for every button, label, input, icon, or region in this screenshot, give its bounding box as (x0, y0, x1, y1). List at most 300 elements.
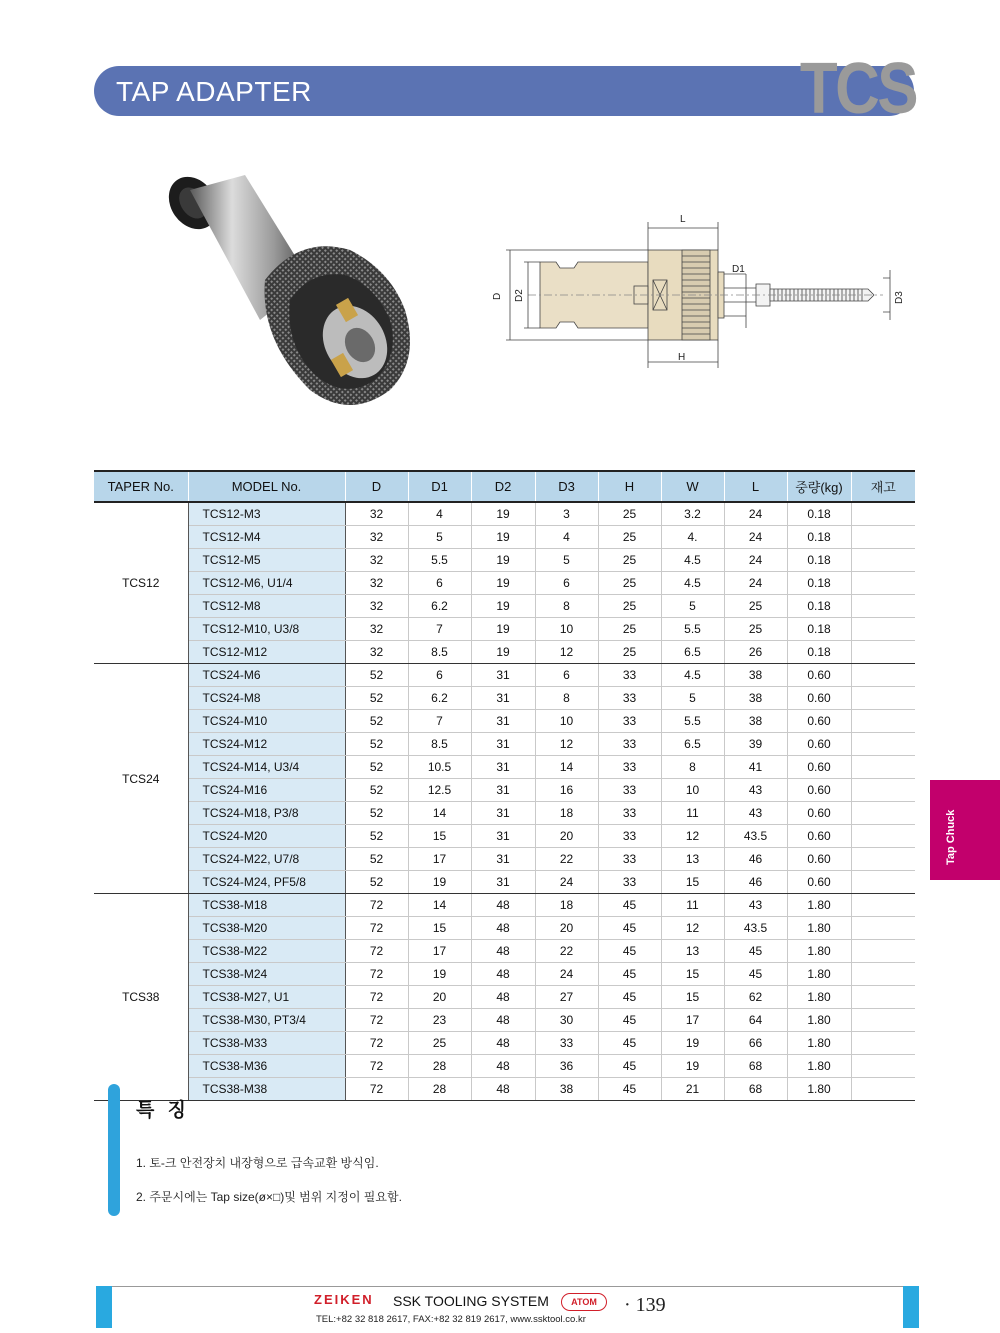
w-cell: 11 (661, 802, 724, 825)
d3-cell: 6 (535, 664, 598, 687)
stock-cell (851, 1009, 915, 1032)
d1-cell: 17 (408, 940, 471, 963)
d2-cell: 48 (471, 963, 535, 986)
d1-cell: 23 (408, 1009, 471, 1032)
d-cell: 52 (345, 825, 408, 848)
model-cell: TCS24-M24, PF5/8 (188, 871, 345, 894)
d2-cell: 19 (471, 502, 535, 526)
footer-contact: TEL:+82 32 818 2617, FAX:+82 32 819 2617, www.ssktool.co.kr (316, 1314, 586, 1325)
model-cell: TCS12-M8 (188, 595, 345, 618)
l-cell: 43 (724, 779, 787, 802)
l-cell: 38 (724, 710, 787, 733)
d1-cell: 8.5 (408, 641, 471, 664)
d-cell: 52 (345, 848, 408, 871)
d-cell: 72 (345, 894, 408, 917)
table-header-row (94, 471, 915, 502)
table-row (94, 526, 915, 549)
table-row (94, 779, 915, 802)
w-cell: 19 (661, 1055, 724, 1078)
table-row (94, 756, 915, 779)
stock-cell (851, 641, 915, 664)
l-cell: 68 (724, 1055, 787, 1078)
h-cell: 33 (598, 687, 661, 710)
d-cell: 32 (345, 595, 408, 618)
table-row (94, 664, 915, 687)
dim-label-d2: D2 (514, 289, 525, 302)
footer-system-name: SSK TOOLING SYSTEM (393, 1293, 549, 1309)
d-cell: 72 (345, 1009, 408, 1032)
table-row (94, 502, 915, 526)
h-cell: 25 (598, 502, 661, 526)
h-cell: 25 (598, 572, 661, 595)
table-row (94, 825, 915, 848)
h-cell: 25 (598, 595, 661, 618)
feature-item: 2. 주문시에는 Tap size(ø×□)및 범위 지정이 필요함. (136, 1190, 402, 1204)
model-cell: TCS12-M10, U3/8 (188, 618, 345, 641)
stock-cell (851, 756, 915, 779)
d1-cell: 6.2 (408, 687, 471, 710)
dim-label-h: H (678, 352, 686, 363)
d1-cell: 14 (408, 894, 471, 917)
weight-cell: 1.80 (787, 917, 851, 940)
d-cell: 72 (345, 940, 408, 963)
section-tab-label: Tap Chuck (945, 809, 957, 865)
w-cell: 8 (661, 756, 724, 779)
col-header-d1: D1 (408, 471, 471, 502)
weight-cell: 0.18 (787, 641, 851, 664)
col-header-taper: TAPER No. (94, 471, 188, 502)
d-cell: 72 (345, 1032, 408, 1055)
d3-cell: 8 (535, 687, 598, 710)
h-cell: 33 (598, 756, 661, 779)
d3-cell: 36 (535, 1055, 598, 1078)
model-cell: TCS24-M8 (188, 687, 345, 710)
w-cell: 11 (661, 894, 724, 917)
weight-cell: 0.60 (787, 756, 851, 779)
table-row (94, 549, 915, 572)
d3-cell: 16 (535, 779, 598, 802)
d-cell: 32 (345, 641, 408, 664)
d2-cell: 31 (471, 756, 535, 779)
d2-cell: 31 (471, 710, 535, 733)
weight-cell: 0.60 (787, 802, 851, 825)
l-cell: 25 (724, 618, 787, 641)
table-row (94, 1032, 915, 1055)
weight-cell: 0.60 (787, 710, 851, 733)
d2-cell: 48 (471, 894, 535, 917)
w-cell: 4.5 (661, 549, 724, 572)
model-cell: TCS38-M36 (188, 1055, 345, 1078)
stock-cell (851, 825, 915, 848)
d1-cell: 19 (408, 871, 471, 894)
model-cell: TCS12-M12 (188, 641, 345, 664)
weight-cell: 0.60 (787, 825, 851, 848)
d2-cell: 48 (471, 986, 535, 1009)
w-cell: 5 (661, 687, 724, 710)
d3-cell: 20 (535, 825, 598, 848)
model-cell: TCS38-M27, U1 (188, 986, 345, 1009)
weight-cell: 1.80 (787, 963, 851, 986)
taper-cell: TCS38 (94, 894, 188, 1101)
d3-cell: 3 (535, 502, 598, 526)
d3-cell: 6 (535, 572, 598, 595)
d-cell: 72 (345, 917, 408, 940)
model-cell: TCS24-M6 (188, 664, 345, 687)
d-cell: 32 (345, 502, 408, 526)
series-code: TCS (799, 49, 916, 129)
model-cell: TCS12-M3 (188, 502, 345, 526)
w-cell: 17 (661, 1009, 724, 1032)
model-cell: TCS12-M4 (188, 526, 345, 549)
dim-label-d3: D3 (894, 291, 905, 304)
d2-cell: 31 (471, 664, 535, 687)
l-cell: 38 (724, 664, 787, 687)
d1-cell: 6.2 (408, 595, 471, 618)
h-cell: 45 (598, 986, 661, 1009)
d1-cell: 4 (408, 502, 471, 526)
w-cell: 12 (661, 825, 724, 848)
model-cell: TCS38-M20 (188, 917, 345, 940)
l-cell: 43 (724, 894, 787, 917)
l-cell: 64 (724, 1009, 787, 1032)
h-cell: 33 (598, 733, 661, 756)
d1-cell: 12.5 (408, 779, 471, 802)
d-cell: 52 (345, 687, 408, 710)
l-cell: 46 (724, 848, 787, 871)
d1-cell: 7 (408, 618, 471, 641)
weight-cell: 0.18 (787, 526, 851, 549)
l-cell: 39 (724, 733, 787, 756)
d3-cell: 12 (535, 733, 598, 756)
table-row (94, 871, 915, 894)
weight-cell: 1.80 (787, 1055, 851, 1078)
d2-cell: 19 (471, 618, 535, 641)
model-cell: TCS24-M22, U7/8 (188, 848, 345, 871)
model-cell: TCS12-M5 (188, 549, 345, 572)
weight-cell: 1.80 (787, 1009, 851, 1032)
d3-cell: 10 (535, 710, 598, 733)
weight-cell: 1.80 (787, 1078, 851, 1101)
d2-cell: 31 (471, 825, 535, 848)
weight-cell: 0.18 (787, 572, 851, 595)
d-cell: 72 (345, 1055, 408, 1078)
weight-cell: 0.60 (787, 779, 851, 802)
w-cell: 4.5 (661, 572, 724, 595)
d3-cell: 33 (535, 1032, 598, 1055)
stock-cell (851, 848, 915, 871)
footer-right-bar (903, 1286, 919, 1328)
weight-cell: 0.18 (787, 595, 851, 618)
d2-cell: 48 (471, 940, 535, 963)
d-cell: 32 (345, 618, 408, 641)
w-cell: 5.5 (661, 710, 724, 733)
footer-left-bar (96, 1286, 112, 1328)
w-cell: 4.5 (661, 664, 724, 687)
d1-cell: 6 (408, 572, 471, 595)
model-cell: TCS38-M38 (188, 1078, 345, 1101)
h-cell: 45 (598, 1078, 661, 1101)
model-cell: TCS24-M18, P3/8 (188, 802, 345, 825)
stock-cell (851, 871, 915, 894)
w-cell: 13 (661, 848, 724, 871)
stock-cell (851, 917, 915, 940)
d2-cell: 48 (471, 917, 535, 940)
table-row (94, 641, 915, 664)
d3-cell: 38 (535, 1078, 598, 1101)
d2-cell: 48 (471, 1055, 535, 1078)
d1-cell: 5.5 (408, 549, 471, 572)
taper-cell: TCS24 (94, 664, 188, 894)
model-cell: TCS24-M12 (188, 733, 345, 756)
d3-cell: 18 (535, 802, 598, 825)
h-cell: 45 (598, 1032, 661, 1055)
stock-cell (851, 894, 915, 917)
l-cell: 43.5 (724, 917, 787, 940)
model-cell: TCS12-M6, U1/4 (188, 572, 345, 595)
dim-label-d1: D1 (732, 264, 745, 275)
stock-cell (851, 687, 915, 710)
stock-cell (851, 618, 915, 641)
stock-cell (851, 779, 915, 802)
features-accent-bar (108, 1084, 120, 1216)
col-header-l: L (724, 471, 787, 502)
atom-logo: ATOM (561, 1293, 607, 1311)
table-row (94, 940, 915, 963)
stock-cell (851, 710, 915, 733)
d2-cell: 19 (471, 641, 535, 664)
l-cell: 45 (724, 940, 787, 963)
weight-cell: 0.60 (787, 687, 851, 710)
d1-cell: 17 (408, 848, 471, 871)
dim-label-l: L (680, 214, 686, 225)
weight-cell: 0.18 (787, 502, 851, 526)
l-cell: 62 (724, 986, 787, 1009)
col-header-d2: D2 (471, 471, 535, 502)
d-cell: 52 (345, 710, 408, 733)
table-row (94, 1009, 915, 1032)
d-cell: 32 (345, 572, 408, 595)
l-cell: 43.5 (724, 825, 787, 848)
d3-cell: 10 (535, 618, 598, 641)
stock-cell (851, 549, 915, 572)
h-cell: 33 (598, 802, 661, 825)
d1-cell: 8.5 (408, 733, 471, 756)
page-title: TAP ADAPTER (116, 76, 312, 107)
section-tab (930, 780, 1000, 880)
w-cell: 6.5 (661, 641, 724, 664)
l-cell: 45 (724, 963, 787, 986)
h-cell: 45 (598, 963, 661, 986)
d-cell: 72 (345, 986, 408, 1009)
product-photo (150, 170, 430, 430)
h-cell: 25 (598, 526, 661, 549)
w-cell: 12 (661, 917, 724, 940)
d-cell: 72 (345, 1078, 408, 1101)
table-row (94, 595, 915, 618)
stock-cell (851, 940, 915, 963)
l-cell: 26 (724, 641, 787, 664)
d2-cell: 48 (471, 1032, 535, 1055)
d2-cell: 31 (471, 871, 535, 894)
d3-cell: 14 (535, 756, 598, 779)
w-cell: 15 (661, 986, 724, 1009)
l-cell: 43 (724, 802, 787, 825)
col-header-stock: 재고 (851, 471, 915, 502)
stock-cell (851, 733, 915, 756)
d1-cell: 25 (408, 1032, 471, 1055)
stock-cell (851, 595, 915, 618)
weight-cell: 0.18 (787, 618, 851, 641)
h-cell: 33 (598, 848, 661, 871)
d-cell: 52 (345, 756, 408, 779)
l-cell: 24 (724, 526, 787, 549)
weight-cell: 0.60 (787, 848, 851, 871)
d1-cell: 14 (408, 802, 471, 825)
table-row (94, 986, 915, 1009)
l-cell: 38 (724, 687, 787, 710)
table-row (94, 710, 915, 733)
d3-cell: 4 (535, 526, 598, 549)
w-cell: 10 (661, 779, 724, 802)
col-header-h: H (598, 471, 661, 502)
stock-cell (851, 963, 915, 986)
stock-cell (851, 572, 915, 595)
w-cell: 15 (661, 963, 724, 986)
d3-cell: 24 (535, 963, 598, 986)
table-row (94, 963, 915, 986)
w-cell: 4. (661, 526, 724, 549)
h-cell: 33 (598, 871, 661, 894)
col-header-model: MODEL No. (188, 471, 345, 502)
l-cell: 68 (724, 1078, 787, 1101)
d-cell: 32 (345, 526, 408, 549)
w-cell: 15 (661, 871, 724, 894)
d2-cell: 19 (471, 549, 535, 572)
dim-label-d: D (492, 292, 503, 300)
model-cell: TCS38-M22 (188, 940, 345, 963)
model-cell: TCS24-M16 (188, 779, 345, 802)
brand-logo: ZEIKEN (314, 1292, 374, 1307)
d2-cell: 48 (471, 1009, 535, 1032)
d2-cell: 31 (471, 802, 535, 825)
spec-table-body (94, 502, 915, 1101)
l-cell: 46 (724, 871, 787, 894)
footer-rule (112, 1286, 903, 1287)
d2-cell: 31 (471, 779, 535, 802)
dimension-drawing (488, 210, 908, 380)
stock-cell (851, 1032, 915, 1055)
weight-cell: 0.60 (787, 871, 851, 894)
table-row (94, 733, 915, 756)
table-row (94, 802, 915, 825)
model-cell: TCS38-M24 (188, 963, 345, 986)
d3-cell: 12 (535, 641, 598, 664)
w-cell: 21 (661, 1078, 724, 1101)
d1-cell: 19 (408, 963, 471, 986)
stock-cell (851, 526, 915, 549)
w-cell: 5 (661, 595, 724, 618)
weight-cell: 1.80 (787, 940, 851, 963)
page-number: · 139 (624, 1294, 666, 1316)
l-cell: 41 (724, 756, 787, 779)
table-row (94, 848, 915, 871)
h-cell: 45 (598, 894, 661, 917)
table-row (94, 572, 915, 595)
d1-cell: 28 (408, 1078, 471, 1101)
d-cell: 52 (345, 871, 408, 894)
l-cell: 25 (724, 595, 787, 618)
d2-cell: 19 (471, 572, 535, 595)
stock-cell (851, 664, 915, 687)
table-row (94, 917, 915, 940)
w-cell: 13 (661, 940, 724, 963)
w-cell: 6.5 (661, 733, 724, 756)
d3-cell: 18 (535, 894, 598, 917)
h-cell: 25 (598, 618, 661, 641)
table-row (94, 618, 915, 641)
d2-cell: 31 (471, 733, 535, 756)
model-cell: TCS38-M18 (188, 894, 345, 917)
h-cell: 33 (598, 825, 661, 848)
d1-cell: 7 (408, 710, 471, 733)
feature-item: 1. 토-크 안전장치 내장형으로 급속교환 방식임. (136, 1156, 379, 1170)
d3-cell: 8 (535, 595, 598, 618)
col-header-weight: 중량(kg) (787, 471, 851, 502)
weight-cell: 0.60 (787, 664, 851, 687)
d1-cell: 5 (408, 526, 471, 549)
d3-cell: 24 (535, 871, 598, 894)
h-cell: 45 (598, 917, 661, 940)
stock-cell (851, 986, 915, 1009)
l-cell: 24 (724, 549, 787, 572)
weight-cell: 0.18 (787, 549, 851, 572)
stock-cell (851, 802, 915, 825)
weight-cell: 1.80 (787, 1032, 851, 1055)
h-cell: 25 (598, 549, 661, 572)
d2-cell: 48 (471, 1078, 535, 1101)
d-cell: 32 (345, 549, 408, 572)
col-header-w: W (661, 471, 724, 502)
d-cell: 72 (345, 963, 408, 986)
d3-cell: 22 (535, 848, 598, 871)
weight-cell: 1.80 (787, 894, 851, 917)
l-cell: 24 (724, 502, 787, 526)
h-cell: 33 (598, 710, 661, 733)
d2-cell: 31 (471, 687, 535, 710)
l-cell: 24 (724, 572, 787, 595)
d1-cell: 10.5 (408, 756, 471, 779)
h-cell: 33 (598, 664, 661, 687)
d-cell: 52 (345, 779, 408, 802)
weight-cell: 1.80 (787, 986, 851, 1009)
table-row (94, 687, 915, 710)
features-title: 특 징 (136, 1100, 190, 1121)
d2-cell: 31 (471, 848, 535, 871)
d3-cell: 22 (535, 940, 598, 963)
model-cell: TCS24-M10 (188, 710, 345, 733)
d1-cell: 15 (408, 917, 471, 940)
d-cell: 52 (345, 733, 408, 756)
stock-cell (851, 1055, 915, 1078)
d3-cell: 20 (535, 917, 598, 940)
w-cell: 3.2 (661, 502, 724, 526)
d2-cell: 19 (471, 595, 535, 618)
col-header-d3: D3 (535, 471, 598, 502)
d1-cell: 6 (408, 664, 471, 687)
table-row (94, 1055, 915, 1078)
model-cell: TCS24-M14, U3/4 (188, 756, 345, 779)
d-cell: 52 (345, 664, 408, 687)
